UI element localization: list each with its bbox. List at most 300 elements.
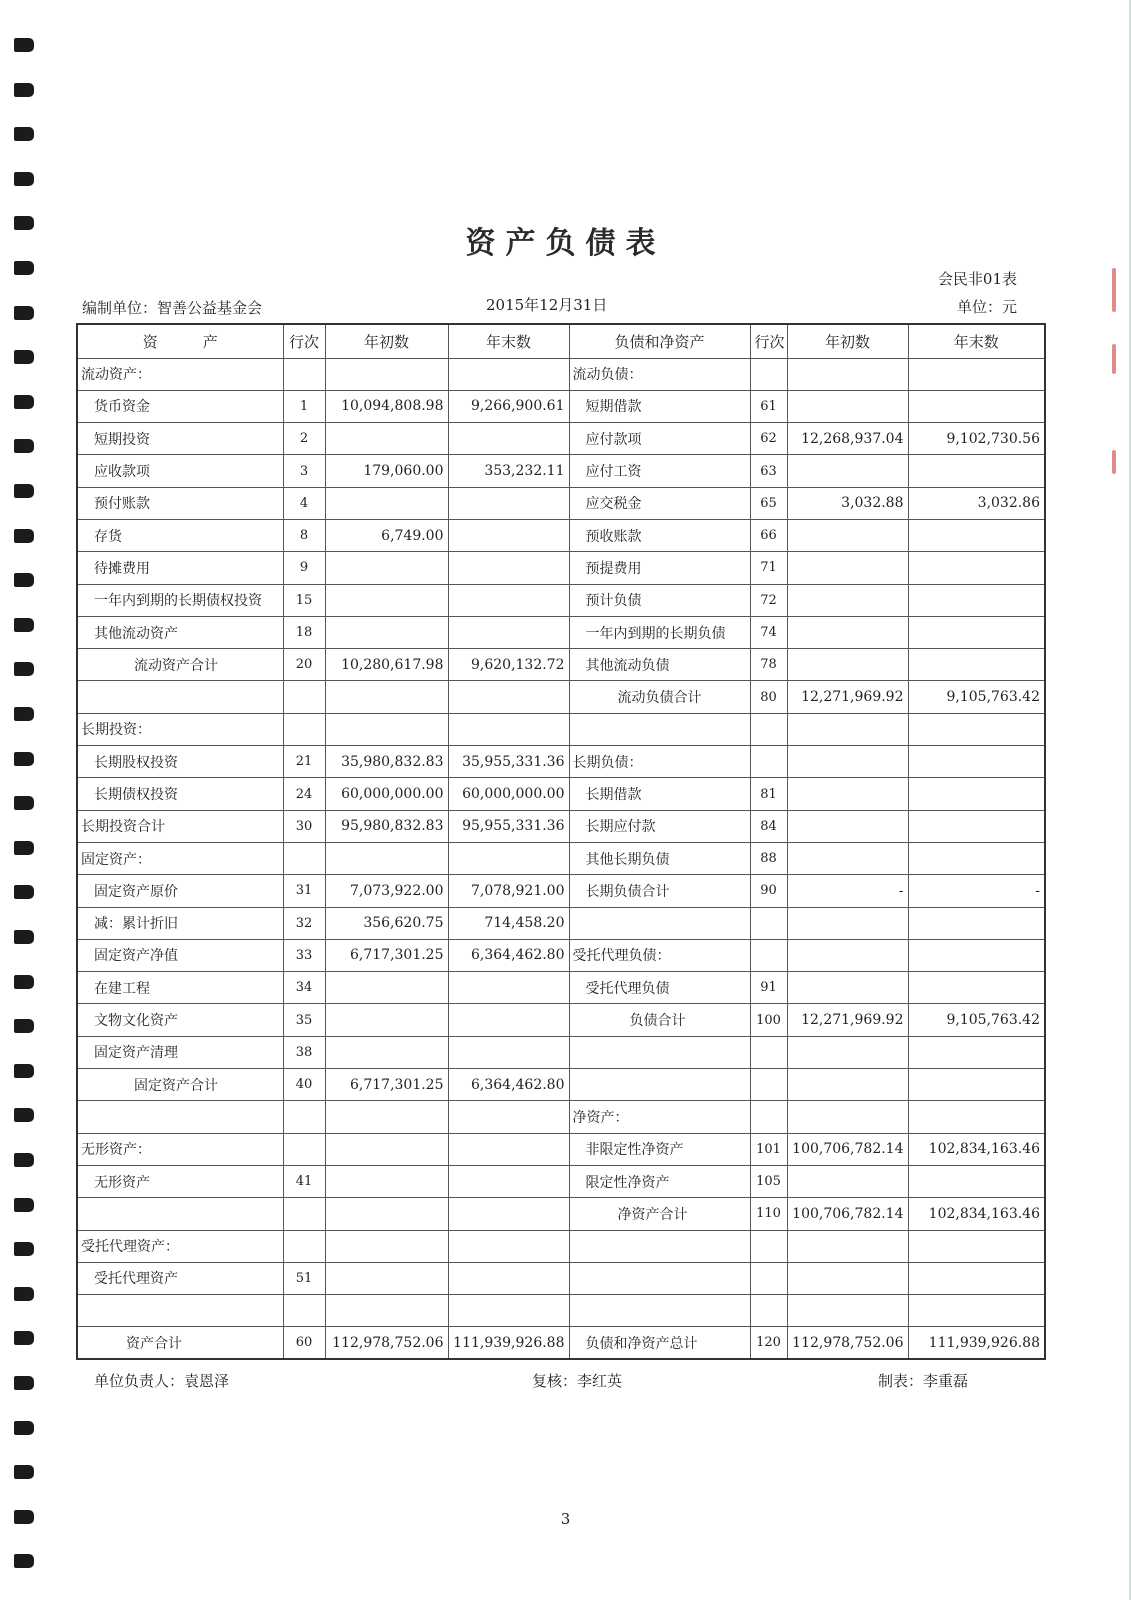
- binding-ring: [14, 662, 34, 676]
- asset-begin-value: 10,094,808.98: [325, 390, 448, 422]
- table-row: [77, 519, 1045, 551]
- asset-line-number: 35: [283, 1004, 325, 1036]
- table-row: [77, 423, 1045, 455]
- table-row: [77, 1295, 1045, 1327]
- liability-item-label: [569, 1230, 750, 1262]
- liability-item-label: 一年内到期的长期负债: [569, 616, 750, 648]
- liability-line-number: 101: [750, 1133, 787, 1165]
- binding-ring: [14, 796, 34, 810]
- asset-item-label: 固定资产原价: [77, 875, 283, 907]
- table-row: [77, 713, 1045, 745]
- asset-end-value: [448, 1036, 569, 1068]
- liability-line-number: [750, 1069, 787, 1101]
- asset-line-number: 34: [283, 972, 325, 1004]
- liability-begin-value: [787, 584, 908, 616]
- col-header-assets: 资 产: [77, 324, 283, 358]
- asset-line-number: 51: [283, 1262, 325, 1294]
- unit-head-signature: 单位负责人：袁恩泽: [94, 1372, 230, 1390]
- asset-end-value: 353,232.11: [448, 455, 569, 487]
- table-row: [77, 616, 1045, 648]
- asset-line-number: 3: [283, 455, 325, 487]
- liability-end-value: [908, 519, 1045, 551]
- asset-line-number: [283, 1230, 325, 1262]
- asset-begin-value: [325, 1262, 448, 1294]
- liability-end-value: [908, 907, 1045, 939]
- binding-ring: [14, 306, 34, 320]
- col-header-liabilities: 负债和净资产: [569, 324, 750, 358]
- liability-item-label: 负债和净资产总计: [569, 1327, 750, 1359]
- liability-begin-value: 100,706,782.14: [787, 1133, 908, 1165]
- asset-line-number: [283, 358, 325, 390]
- liability-end-value: [908, 1165, 1045, 1197]
- liability-line-number: 90: [750, 875, 787, 907]
- liability-begin-value: 12,271,969.92: [787, 681, 908, 713]
- liability-begin-value: [787, 972, 908, 1004]
- table-row: [77, 1262, 1045, 1294]
- liability-item-label: 受托代理负债：: [569, 939, 750, 971]
- liability-item-label: 长期负债合计: [569, 875, 750, 907]
- table-row: [77, 1133, 1045, 1165]
- asset-end-value: [448, 423, 569, 455]
- liability-begin-value: [787, 552, 908, 584]
- asset-end-value: [448, 1295, 569, 1327]
- asset-line-number: 31: [283, 875, 325, 907]
- liability-line-number: [750, 1101, 787, 1133]
- liability-begin-value: [787, 1069, 908, 1101]
- liability-end-value: 102,834,163.46: [908, 1198, 1045, 1230]
- asset-item-label: 短期投资: [77, 423, 283, 455]
- table-row: [77, 875, 1045, 907]
- asset-end-value: [448, 1262, 569, 1294]
- liability-line-number: 61: [750, 390, 787, 422]
- liability-begin-value: 12,268,937.04: [787, 423, 908, 455]
- liability-end-value: 111,939,926.88: [908, 1327, 1045, 1359]
- liability-line-number: [750, 939, 787, 971]
- asset-end-value: [448, 358, 569, 390]
- liability-end-value: [908, 1295, 1045, 1327]
- asset-end-value: 111,939,926.88: [448, 1327, 569, 1359]
- liability-end-value: [908, 1262, 1045, 1294]
- binding-ring: [14, 529, 34, 543]
- liability-end-value: [908, 390, 1045, 422]
- binding-ring: [14, 841, 34, 855]
- asset-line-number: 21: [283, 746, 325, 778]
- asset-begin-value: [325, 1004, 448, 1036]
- asset-end-value: [448, 1165, 569, 1197]
- asset-begin-value: 112,978,752.06: [325, 1327, 448, 1359]
- asset-item-label: 受托代理资产: [77, 1262, 283, 1294]
- asset-end-value: 9,266,900.61: [448, 390, 569, 422]
- asset-begin-value: [325, 423, 448, 455]
- asset-end-value: [448, 713, 569, 745]
- liability-line-number: 63: [750, 455, 787, 487]
- table-row: [77, 746, 1045, 778]
- asset-item-label: 固定资产清理: [77, 1036, 283, 1068]
- asset-line-number: 24: [283, 778, 325, 810]
- reporting-unit: 编制单位：智善公益基金会: [82, 299, 263, 317]
- binding-ring: [14, 618, 34, 632]
- asset-item-label: 待摊费用: [77, 552, 283, 584]
- liability-item-label: 流动负债：: [569, 358, 750, 390]
- asset-begin-value: [325, 584, 448, 616]
- asset-end-value: 35,955,331.36: [448, 746, 569, 778]
- binding-ring: [14, 1421, 34, 1435]
- liability-end-value: [908, 649, 1045, 681]
- binding-ring: [14, 1465, 34, 1479]
- table-row: [77, 1004, 1045, 1036]
- asset-line-number: [283, 1198, 325, 1230]
- table-row: [77, 358, 1045, 390]
- liability-line-number: 78: [750, 649, 787, 681]
- asset-end-value: 7,078,921.00: [448, 875, 569, 907]
- asset-begin-value: 60,000,000.00: [325, 778, 448, 810]
- table-row: [77, 1165, 1045, 1197]
- asset-line-number: 4: [283, 487, 325, 519]
- red-stamp-mark: [1112, 268, 1116, 312]
- table-row: [77, 390, 1045, 422]
- liability-end-value: [908, 842, 1045, 874]
- asset-end-value: [448, 1133, 569, 1165]
- asset-end-value: [448, 616, 569, 648]
- binding-ring: [14, 83, 34, 97]
- asset-begin-value: 179,060.00: [325, 455, 448, 487]
- liability-line-number: [750, 1036, 787, 1068]
- liability-item-label: [569, 1069, 750, 1101]
- binding-ring: [14, 975, 34, 989]
- liability-line-number: 71: [750, 552, 787, 584]
- asset-begin-value: 356,620.75: [325, 907, 448, 939]
- asset-begin-value: [325, 681, 448, 713]
- liability-begin-value: [787, 1262, 908, 1294]
- liability-line-number: 88: [750, 842, 787, 874]
- liability-end-value: [908, 616, 1045, 648]
- asset-begin-value: 35,980,832.83: [325, 746, 448, 778]
- asset-item-label: 文物文化资产: [77, 1004, 283, 1036]
- asset-item-label: 存货: [77, 519, 283, 551]
- liability-item-label: 应付款项: [569, 423, 750, 455]
- liability-end-value: 9,105,763.42: [908, 681, 1045, 713]
- binding-ring: [14, 1019, 34, 1033]
- asset-end-value: [448, 1004, 569, 1036]
- asset-begin-value: [325, 1036, 448, 1068]
- liability-begin-value: [787, 810, 908, 842]
- liability-begin-value: [787, 907, 908, 939]
- liability-item-label: 净资产合计: [569, 1198, 750, 1230]
- liability-end-value: [908, 1230, 1045, 1262]
- asset-item-label: 长期投资合计: [77, 810, 283, 842]
- liability-end-value: [908, 746, 1045, 778]
- liability-begin-value: -: [787, 875, 908, 907]
- liability-end-value: -: [908, 875, 1045, 907]
- table-row: [77, 584, 1045, 616]
- liability-item-label: 限定性净资产: [569, 1165, 750, 1197]
- asset-end-value: [448, 519, 569, 551]
- liability-item-label: 负债合计: [569, 1004, 750, 1036]
- asset-end-value: [448, 681, 569, 713]
- asset-line-number: 33: [283, 939, 325, 971]
- liability-item-label: 受托代理负债: [569, 972, 750, 1004]
- binding-ring: [14, 1554, 34, 1568]
- liability-line-number: 62: [750, 423, 787, 455]
- col-header-line2: 行次: [750, 324, 787, 358]
- liability-end-value: [908, 713, 1045, 745]
- report-date: 2015年12月31日: [486, 296, 608, 314]
- red-stamp-mark: [1112, 450, 1116, 474]
- binding-ring: [14, 1198, 34, 1212]
- asset-item-label: 长期股权投资: [77, 746, 283, 778]
- asset-line-number: 18: [283, 616, 325, 648]
- liability-begin-value: [787, 390, 908, 422]
- liability-item-label: [569, 1295, 750, 1327]
- liability-begin-value: [787, 649, 908, 681]
- liability-end-value: 102,834,163.46: [908, 1133, 1045, 1165]
- reviewer-signature: 复核：李红英: [532, 1372, 623, 1390]
- liability-line-number: 91: [750, 972, 787, 1004]
- asset-item-label: 长期债权投资: [77, 778, 283, 810]
- asset-begin-value: 7,073,922.00: [325, 875, 448, 907]
- currency-unit: 单位：元: [956, 298, 1017, 316]
- asset-item-label: [77, 1198, 283, 1230]
- binding-ring: [14, 1331, 34, 1345]
- asset-line-number: [283, 1295, 325, 1327]
- asset-item-label: 受托代理资产：: [77, 1230, 283, 1262]
- asset-begin-value: [325, 1230, 448, 1262]
- asset-item-label: 流动资产合计: [77, 649, 283, 681]
- binding-ring: [14, 395, 34, 409]
- table-row: [77, 552, 1045, 584]
- asset-begin-value: 6,717,301.25: [325, 1069, 448, 1101]
- table-row: [77, 1198, 1045, 1230]
- table-row: [77, 778, 1045, 810]
- liability-begin-value: [787, 713, 908, 745]
- red-stamp-mark: [1112, 344, 1116, 374]
- col-header-begin2: 年初数: [787, 324, 908, 358]
- asset-end-value: [448, 972, 569, 1004]
- binding-ring: [14, 1064, 34, 1078]
- liability-line-number: [750, 358, 787, 390]
- asset-begin-value: 10,280,617.98: [325, 649, 448, 681]
- liability-line-number: 74: [750, 616, 787, 648]
- asset-item-label: [77, 1295, 283, 1327]
- liability-end-value: [908, 358, 1045, 390]
- liability-end-value: [908, 939, 1045, 971]
- table-row: [77, 649, 1045, 681]
- asset-line-number: 32: [283, 907, 325, 939]
- liability-end-value: [908, 1101, 1045, 1133]
- liability-begin-value: [787, 616, 908, 648]
- col-header-begin: 年初数: [325, 324, 448, 358]
- liability-end-value: [908, 1036, 1045, 1068]
- asset-item-label: 固定资产合计: [77, 1069, 283, 1101]
- binding-ring: [14, 573, 34, 587]
- liability-item-label: [569, 907, 750, 939]
- liability-end-value: [908, 584, 1045, 616]
- asset-item-label: 长期投资：: [77, 713, 283, 745]
- asset-line-number: [283, 842, 325, 874]
- liability-line-number: 72: [750, 584, 787, 616]
- asset-end-value: 9,620,132.72: [448, 649, 569, 681]
- table-row: [77, 487, 1045, 519]
- liability-begin-value: 3,032.88: [787, 487, 908, 519]
- form-code: 会民非01表: [937, 270, 1017, 288]
- asset-item-label: 流动资产：: [77, 358, 283, 390]
- table-row: [77, 1101, 1045, 1133]
- liability-begin-value: [787, 1165, 908, 1197]
- asset-line-number: 30: [283, 810, 325, 842]
- liability-end-value: [908, 972, 1045, 1004]
- liability-begin-value: [787, 1101, 908, 1133]
- liability-item-label: 短期借款: [569, 390, 750, 422]
- liability-end-value: [908, 1069, 1045, 1101]
- liability-line-number: 100: [750, 1004, 787, 1036]
- asset-begin-value: [325, 1295, 448, 1327]
- liability-item-label: [569, 713, 750, 745]
- asset-item-label: 其他流动资产: [77, 616, 283, 648]
- col-header-end2: 年末数: [908, 324, 1045, 358]
- asset-line-number: 15: [283, 584, 325, 616]
- balance-sheet-table: [76, 323, 1046, 1360]
- liability-line-number: 80: [750, 681, 787, 713]
- liability-item-label: 预收账款: [569, 519, 750, 551]
- liability-item-label: 其他流动负债: [569, 649, 750, 681]
- liability-begin-value: [787, 746, 908, 778]
- asset-line-number: 1: [283, 390, 325, 422]
- liability-line-number: [750, 713, 787, 745]
- asset-item-label: 无形资产：: [77, 1133, 283, 1165]
- liability-end-value: 9,102,730.56: [908, 423, 1045, 455]
- asset-line-number: 41: [283, 1165, 325, 1197]
- liability-item-label: 预提费用: [569, 552, 750, 584]
- asset-end-value: [448, 584, 569, 616]
- liability-line-number: 66: [750, 519, 787, 551]
- liability-line-number: [750, 746, 787, 778]
- binding-ring: [14, 1242, 34, 1256]
- table-row: [77, 681, 1045, 713]
- asset-item-label: 应收款项: [77, 455, 283, 487]
- table-row: [77, 907, 1045, 939]
- col-header-line: 行次: [283, 324, 325, 358]
- asset-line-number: 9: [283, 552, 325, 584]
- asset-item-label: 固定资产净值: [77, 939, 283, 971]
- asset-end-value: 95,955,331.36: [448, 810, 569, 842]
- asset-item-label: 减：累计折旧: [77, 907, 283, 939]
- liability-item-label: 其他长期负债: [569, 842, 750, 874]
- liability-begin-value: [787, 842, 908, 874]
- table-row: [77, 939, 1045, 971]
- page-number: 3: [560, 1510, 571, 1528]
- asset-item-label: [77, 681, 283, 713]
- asset-begin-value: [325, 842, 448, 874]
- liability-end-value: [908, 455, 1045, 487]
- asset-item-label: 一年内到期的长期债权投资: [77, 584, 283, 616]
- preparer-signature: 制表：李重磊: [878, 1372, 969, 1390]
- liability-line-number: [750, 1295, 787, 1327]
- liability-item-label: [569, 1036, 750, 1068]
- asset-begin-value: [325, 552, 448, 584]
- asset-begin-value: [325, 713, 448, 745]
- asset-end-value: 6,364,462.80: [448, 1069, 569, 1101]
- asset-end-value: 60,000,000.00: [448, 778, 569, 810]
- binding-ring: [14, 1108, 34, 1122]
- binding-ring: [14, 484, 34, 498]
- liability-line-number: 84: [750, 810, 787, 842]
- table-row: [77, 1036, 1045, 1068]
- table-row: [77, 810, 1045, 842]
- document-title: 资产负债表: [465, 226, 666, 261]
- liability-item-label: 流动负债合计: [569, 681, 750, 713]
- table-row: [77, 1327, 1045, 1359]
- asset-begin-value: [325, 1133, 448, 1165]
- liability-begin-value: [787, 519, 908, 551]
- liability-begin-value: 12,271,969.92: [787, 1004, 908, 1036]
- asset-begin-value: [325, 1101, 448, 1133]
- asset-begin-value: [325, 972, 448, 1004]
- liability-line-number: 105: [750, 1165, 787, 1197]
- liability-begin-value: [787, 1230, 908, 1262]
- liability-item-label: 应付工资: [569, 455, 750, 487]
- asset-item-label: 固定资产：: [77, 842, 283, 874]
- liability-line-number: 81: [750, 778, 787, 810]
- table-row: [77, 972, 1045, 1004]
- asset-line-number: [283, 1101, 325, 1133]
- binding-ring: [14, 885, 34, 899]
- asset-line-number: 20: [283, 649, 325, 681]
- asset-item-label: 在建工程: [77, 972, 283, 1004]
- liability-item-label: 应交税金: [569, 487, 750, 519]
- asset-begin-value: [325, 1165, 448, 1197]
- asset-end-value: [448, 1198, 569, 1230]
- liability-line-number: [750, 907, 787, 939]
- asset-item-label: 无形资产: [77, 1165, 283, 1197]
- asset-end-value: [448, 487, 569, 519]
- liability-end-value: [908, 810, 1045, 842]
- liability-line-number: [750, 1262, 787, 1294]
- liability-begin-value: [787, 358, 908, 390]
- liability-item-label: 预计负债: [569, 584, 750, 616]
- liability-item-label: 净资产：: [569, 1101, 750, 1133]
- binding-ring: [14, 38, 34, 52]
- liability-line-number: [750, 1230, 787, 1262]
- liability-item-label: 长期负债：: [569, 746, 750, 778]
- binding-ring: [14, 1287, 34, 1301]
- asset-begin-value: [325, 487, 448, 519]
- binding-ring: [14, 752, 34, 766]
- binding-ring: [14, 1376, 34, 1390]
- liability-begin-value: [787, 939, 908, 971]
- binding-ring: [14, 261, 34, 275]
- asset-item-label: 资产合计: [77, 1327, 283, 1359]
- asset-item-label: [77, 1101, 283, 1133]
- asset-line-number: 40: [283, 1069, 325, 1101]
- liability-end-value: 9,105,763.42: [908, 1004, 1045, 1036]
- liability-begin-value: 112,978,752.06: [787, 1327, 908, 1359]
- liability-begin-value: [787, 778, 908, 810]
- asset-end-value: 6,364,462.80: [448, 939, 569, 971]
- liability-line-number: 110: [750, 1198, 787, 1230]
- table-header-row: [77, 324, 1045, 358]
- asset-begin-value: [325, 1198, 448, 1230]
- liability-end-value: 3,032.86: [908, 487, 1045, 519]
- liability-end-value: [908, 552, 1045, 584]
- asset-begin-value: [325, 358, 448, 390]
- asset-end-value: [448, 1230, 569, 1262]
- liability-begin-value: 100,706,782.14: [787, 1198, 908, 1230]
- asset-line-number: 2: [283, 423, 325, 455]
- binding-ring: [14, 127, 34, 141]
- liability-item-label: 长期应付款: [569, 810, 750, 842]
- asset-line-number: [283, 681, 325, 713]
- binding-ring: [14, 707, 34, 721]
